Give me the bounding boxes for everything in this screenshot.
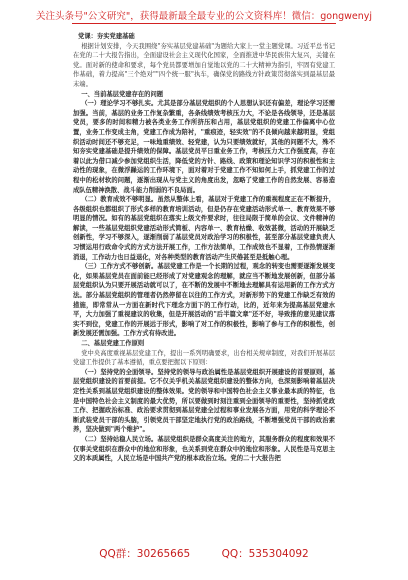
page-footer xyxy=(0,546,408,561)
section-paragraph: （二）坚持站稳人民立场。基层党组织是群众高度关注的地方，其服务群众的程度和效果不仅事关党组织在群众中的地位和形象，也关系到党在群众中的地位和形象。人民性是马克思主义的本质属性，人民立场是中国共产党的根本政治立场。党的二十大报告把 xyxy=(73,435,335,463)
header-banner: 关注头条号"公文研究"，获得最新最全最专业的公文资料库！微信：gongwenyj xyxy=(35,11,373,22)
section-paragraph: 党中央高度重视基层党建工作，提出一系列明确要求，出台相关规章制度，对我们开展基层党建工作提供了基本遵循，重点要把握以下原则： xyxy=(73,349,335,367)
section-paragraph: （一）理论学习不够扎实。尤其是部分基层党组织的个人思想认识还有偏差，理论学习还需加强。当前，基层的业务工作复杂繁重，各条线绩效考核压力大，不论是各线领导，还是基层党员，要多的时间和精力被各类业务工作所挤压和占用，基层党组织的党建工作偏离中心位置，业务工作变成主角，党建工作成为陪衬，"重痕迹，轻实效"的不良倾向越来越明显，党组织活动时间还不够充足，一味地重绩效、轻党建，认为只要绩效就好，其他的问题不大，殊不知夯实党建基础是提升绩效的保障。基层党员平日重业务工作，考核压力大工作强度高，存在着以此为借口减少参加党组织生活，降低党的方针、路线、政策和理论知识学习的积极性和主动性的现象，在微浮躁运的工作环境下，面对着对于党建工作不知如何上手，抓党建工作的过程中的松材软的问题，逐渐出现从与党主义的角度出发，忽略了党建工作的自然发展、容易造成队伍精神涣散、战斗能力削弱的不良局面。 xyxy=(73,100,335,194)
section-heading: 一、当前基层党建存在的问题 xyxy=(81,90,164,98)
page-header xyxy=(0,4,408,26)
section-paragraph: （一）坚持党的全面领导。坚持党的领导与政治属性是基层党组织开展建设的首要原则，基层党组织建设的首要前提。它不仅关乎机关基层党组织建设的整体方向，也深刻影响着基层决定性关系到基层党组织建设的整体效果。党的领导和中国特色社会主义事业最本质的特征，也是中国特色社会主义制度的最大优势，所以要做到时刻注重到全面领导的重要性，坚持抓党政工作、把握政治标准、政治要求贯彻到基层党建全过程和事业发展各方面，用党的科学理论不断武装党员干部的头脑，引领党员干部坚定地执行党的政治路线，不断增强党员干部的政治素养，坚决做到"两个维护"。 xyxy=(73,368,335,434)
qq-contact-label: QQ：535304092 xyxy=(221,548,309,560)
header-divider xyxy=(72,23,336,24)
qq-group-label: QQ群：30265665 xyxy=(99,548,191,560)
document-title: 党课：夯实党建基础 xyxy=(78,33,135,40)
intro-paragraph: 根据计划安排，今天我围绕"夯实基层党建基础"为题给大家上一堂主题党课。习近平总书记在党的二十大报告指出，全面建设社会主义现代化国家，全面推进中华民族伟大复兴，关键在党。面对新的使命和要求，每个党员都要增加自觉地以党的二十大精神为指引，牢固有党建工作基础，着力提高"三个绝对""四个统一服"执车，确保党的路线方针政策贯彻落实到最基层最末端。 xyxy=(73,42,335,88)
document-body xyxy=(73,32,335,464)
section-paragraph: （二）教育成效不够明显。虽然从整体上看，基层对于党建工作的重视程度正在不断提升，各级组织也都组织了形式多样的教育培训活动，但是仍存在党建活动形式单一、教育效果不够明显的情况。如有的基层党组织在落实上级文件要求时，往往局限于简单的会议、文件精神的解读，一些基层党组织党建活动形式简板、内容单一、教育枯燥、收效甚微，活动的开展缺乏创新性，学习不够深入，逐渐削弱了基层党员对政治学习的积极性，甚至部分基层党建负责人习惯运用行政命令式的方式方法开展工作，工作方法简单，工作成效也不显着，工作热情逐渐消退，工作动力也日益退化，对各种类型的教育活动产生厌倦甚至是抵触心理。 xyxy=(73,196,335,261)
section-paragraph: （三）工作方式不够创新。基层党建工作是一个长期的过程，观念的转变也需要逐渐发展变化，如果基层党员在面前能已经形成了对党建观念的理解，就应当不断地发展创新，但部分基层党组织认为只要开展活动就可以了，在不断的发展中不断地去理解具有运用新的工作方式方法。部分基层党组织的管理者仍然停留在以往的工作方式，对新形势下的党建工作缺乏有效的措施，即常常从一方面在新时代下理念方面下的工作行动，比的，近年来为提高基层党建水平，大力加强了重视建议的收集，但是开展活动的"后半篇文章"还不好，导致推的意见建议落实不到位，党建工作的开展远于形式，影响了对工作的积极性，影响了参与工作的积极性，创新发展还需加强。工作方式有待改进。 xyxy=(73,263,335,338)
section-heading: 二、基层党建工作原则 xyxy=(81,340,145,347)
